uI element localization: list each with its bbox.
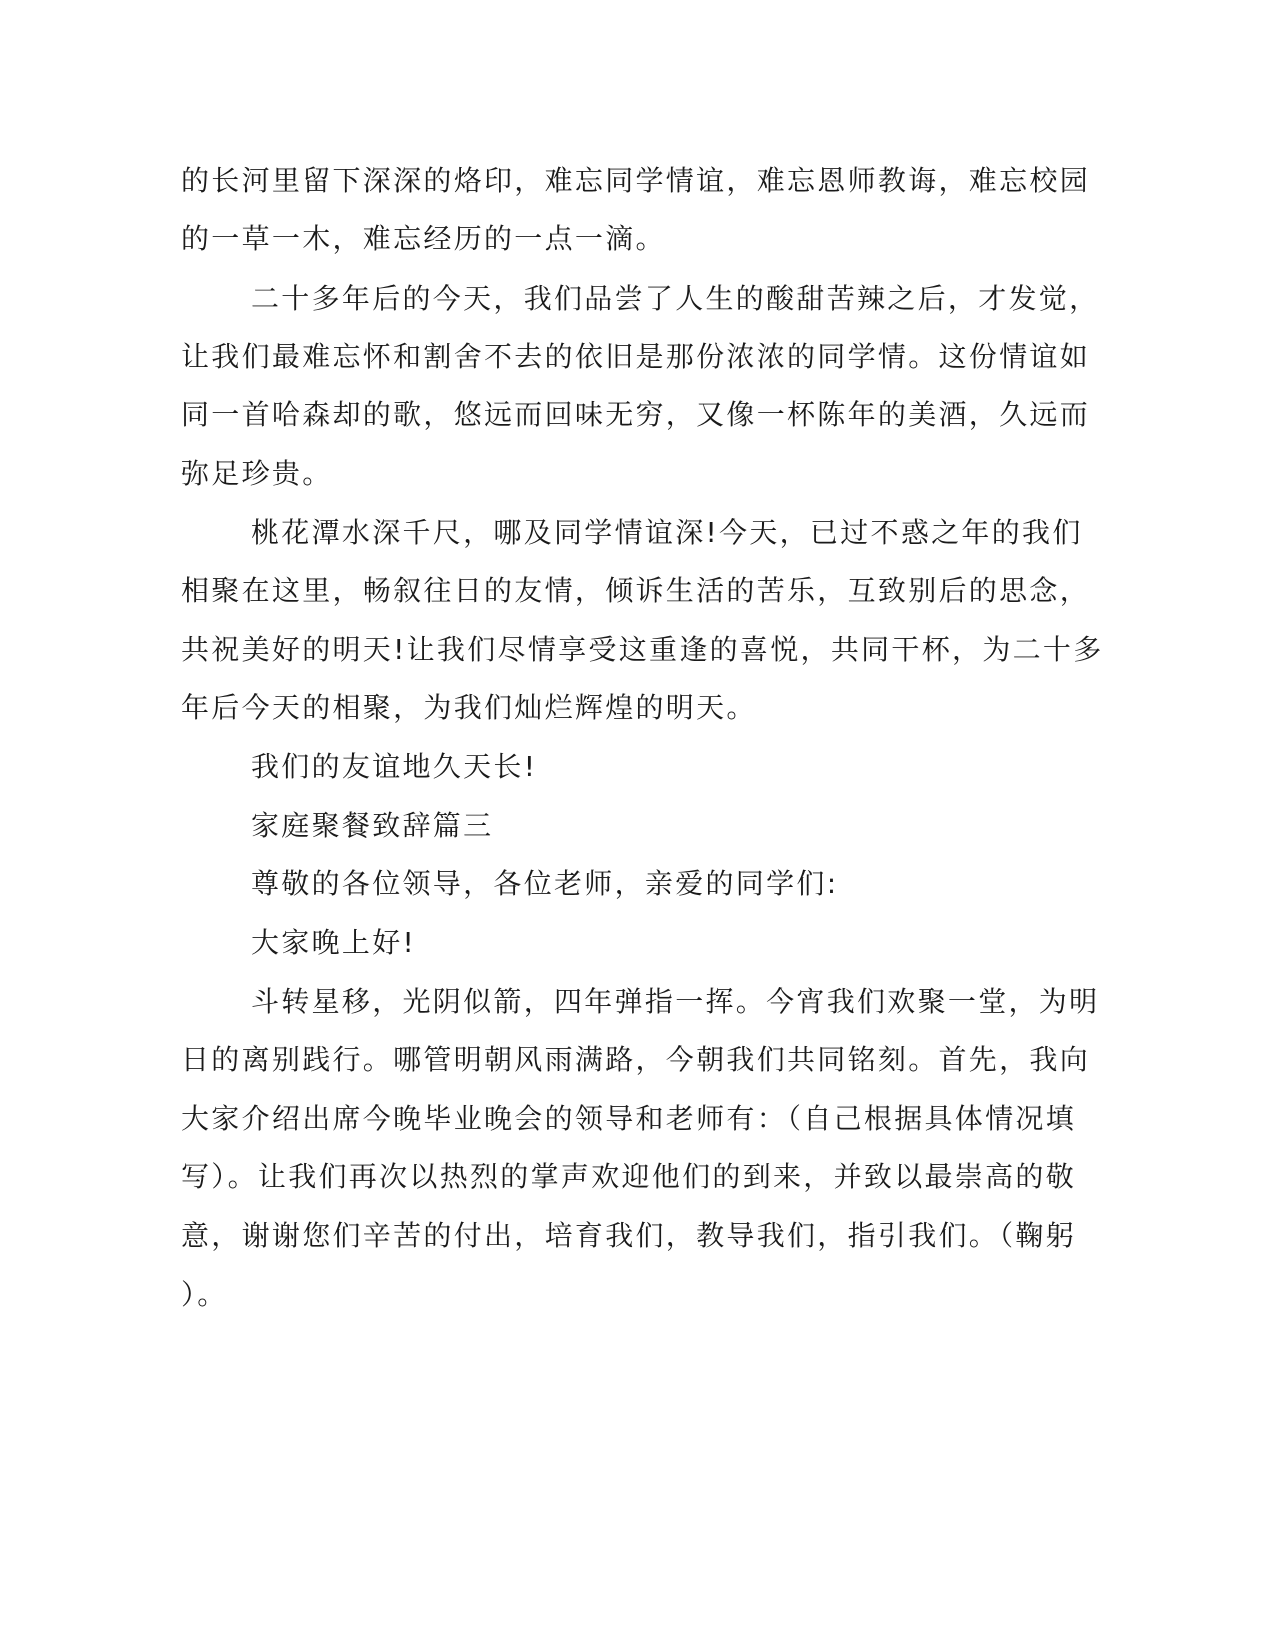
section-heading: 家庭聚餐致辞篇三 [251, 809, 494, 842]
paragraph-line: 大家介绍出席今晚毕业晚会的领导和老师有：（自己根据具体情况填 [181, 1102, 1077, 1135]
paragraph-line: 让我们最难忘怀和割舍不去的依旧是那份浓浓的同学情。这份情谊如 [181, 340, 1091, 373]
paragraph-line: 年后今天的相聚，为我们灿烂辉煌的明天。 [181, 691, 757, 724]
paragraph-line: 写）。让我们再次以热烈的掌声欢迎他们的到来，并致以最崇高的敬 [181, 1160, 1077, 1193]
paragraph-line: 同一首哈森却的歌，悠远而回味无穷，又像一杯陈年的美酒，久远而 [181, 398, 1091, 431]
paragraph-line: 斗转星移，光阴似箭，四年弹指一挥。今宵我们欢聚一堂，为明 [251, 985, 1100, 1018]
paragraph-line: 共祝美好的明天!让我们尽情享受这重逢的喜悦，共同干杯，为二十多 [181, 633, 1104, 666]
paragraph-line: 二十多年后的今天，我们品尝了人生的酸甜苦辣之后，才发觉， [251, 282, 1100, 315]
paragraph-line: 弥足珍贵。 [181, 457, 333, 490]
paragraph-line: 的一草一木，难忘经历的一点一滴。 [181, 222, 666, 255]
paragraph-line: 相聚在这里，畅叙往日的友情，倾诉生活的苦乐，互致别后的思念， [181, 574, 1091, 607]
paragraph-line: 意，谢谢您们辛苦的付出，培育我们，教导我们，指引我们。（鞠躬 [181, 1219, 1077, 1252]
greeting: 大家晚上好! [251, 926, 417, 959]
salutation: 尊敬的各位领导，各位老师，亲爱的同学们: [251, 867, 839, 900]
paragraph-line: ）。 [181, 1278, 228, 1311]
paragraph-line: 桃花潭水深千尺，哪及同学情谊深!今天，已过不惑之年的我们 [251, 516, 1083, 549]
paragraph-line: 我们的友谊地久天长! [251, 750, 538, 783]
paragraph-line: 日的离别践行。哪管明朝风雨满路，今朝我们共同铭刻。首先，我向 [181, 1043, 1091, 1076]
paragraph-line: 的长河里留下深深的烙印，难忘同学情谊，难忘恩师教诲，难忘校园 [181, 164, 1091, 197]
